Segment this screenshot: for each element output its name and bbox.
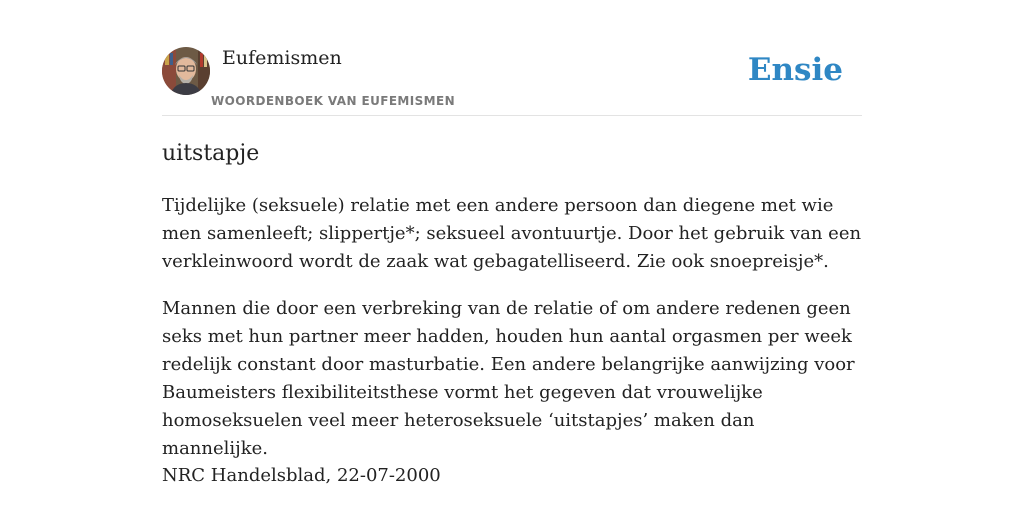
entry-source: NRC Handelsblad, 22-07-2000 [162, 465, 441, 486]
entry-card [162, 46, 862, 486]
entry-definition: Tijdelijke (seksuele) relatie met een andere persoon dan diegene met wie men samenleeft; slippertje*; seksueel avontuurtje. Door het gebruik van een verkleinwoord wordt de zaak wat gebagatelliseerd. Zie ook snoepreisje*. [162, 195, 862, 272]
entry-title: uitstapje [162, 141, 260, 166]
author-avatar [162, 47, 210, 95]
site-subtitle: WOORDENBOEK VAN EUFEMISMEN [211, 94, 456, 108]
header [162, 46, 862, 116]
brand-logo[interactable]: Ensie [747, 52, 843, 88]
entry-quote: Mannen die door een verbreking van de relatie of om andere redenen geen seks met hun partner meer hadden, houden hun aantal orgasmen per week redelijk constant door masturbatie. Een andere belangrijke aanwijzing voor Baumeisters flexibiliteitsthese vormt het gegeven dat vrouwelijke homoseksuelen veel meer heteroseksuele ‘uitstapjes’ maken dan mannelijke. [162, 298, 855, 459]
author-photo-icon [162, 47, 210, 95]
site-title[interactable]: Eufemismen [222, 47, 342, 69]
